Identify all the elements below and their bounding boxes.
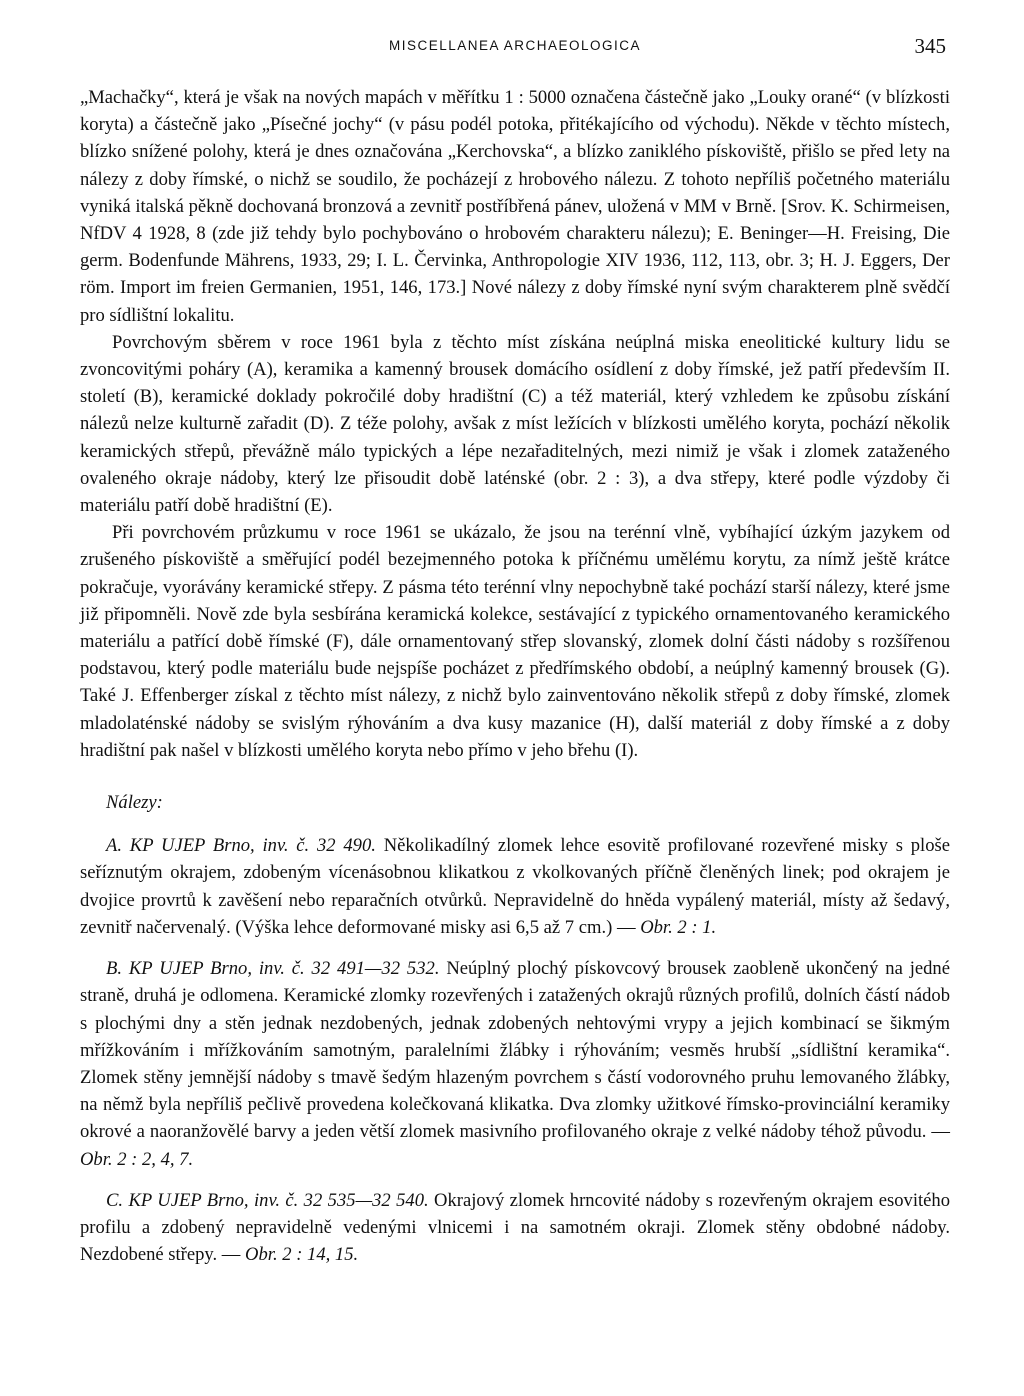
finding-b-ref: Obr. 2 : 2, 4, 7. [80, 1148, 194, 1170]
page-number: 345 [914, 34, 946, 58]
finding-c-text: Okrajový zlomek hrncovité nádoby s rozevřeným okrajem esovitého profilu a zdobený nepravidelně vedenými vlnicemi i na samotném okraji. Zlomek stěny obdobné nádoby. Nezdobené střepy. — [80, 1189, 950, 1266]
finding-a-lead: A. KP UJEP Brno, inv. č. 32 490. [106, 835, 376, 857]
finding-b-text: Neúplný plochý pískovcový brousek zaobleně ukončený na jedné straně, druhá je odlomena. Keramické zlomky rozevřených i zatažených okrajů různých profilů, dolních částí nádob s plochými dny a stěn jednak nezdobených, jednak zdobených nehtovými vrypy a jejich kombinací se šikmým mřížkováním i mřížkováním samotným, paralelními žlábky i rýhováním; vesměs hrubší „sídlištní keramika“. Zlomek stěny jemnější nádoby s tmavě šedým hlazeným povrchem s částí vodorovného pruhu lemovaného žlábky, na němž byla nepříliš pečlivě provedena kolečkovaná klikatka. Dva zlomky užitkové římsko-provinciální keramiky okrové a naoranžovělé barvy a jeden větší zlomek masivního profilovaného okraje z velké nádoby téhož původu. — [80, 958, 950, 1143]
findings-heading: Nálezy: [106, 792, 163, 814]
paragraph-3: Při povrchovém průzkumu v roce 1961 se ukázalo, že jsou na terénní vlně, vybíhající úzkým jazykem od zrušeného pískoviště a směřující podél bezejmenného potoka k příčnému umělému korytu, za nímž ještě krátce pokračuje, vyorávány keramické střepy. Z pásma této terénní vlny nepochybně také pochází starší nálezy, které jsme již připomněli. Nově zde byla sesbírána keramická kolekce, sestávající z typického ornamentovaného keramického materiálu a patřící době římské (F), dále ornamentovaný střep slovanský, zlomek dolní části nádoby s rozšířenou podstavou, který podle materiálu bude nejspíše pocházet z předřímského období, a neúplný kamenný brousek (G). Také J. Effenberger získal z těchto míst nálezy, z nichž bylo zainventováno několik střepů z doby římské, zlomek mladolaténské nádoby se svislým rýhováním a dva kusy mazanice (H), další materiál z doby římské a z doby hradištní pak našel v blízkosti umělého koryta nebo přímo v jeho břehu (I). [80, 522, 950, 761]
document-page [80, 34, 950, 1282]
finding-a-text: Několikadílný zlomek lehce esovitě profilované rozevřené misky s ploše seříznutým okrajem, zdobeným vícenásobnou klikatkou z vkolkovaných příčně členěných linek; pod okrajem je dvojice provrtů k zavěšení nebo reparačních otvůrků. Nepravidelně do hněda vypálený materiál, místy až šedavý, zevnitř načervenalý. (Výška lehce deformované misky asi 6,5 až 7 cm.) — [80, 835, 951, 938]
paragraph-2: Povrchovým sběrem v roce 1961 byla z těchto míst získána neúplná miska eneolitické kultury lidu se zvoncovitými poháry (A), keramika a kamenný brousek domácího osídlení z doby římské, jež patří především II. století (B), keramické doklady pokročilé doby hradištní (C) a též materiál, který vzhledem ke způsobu získání nálezů nelze kulturně zařadit (D). Z téže polohy, avšak z míst ležících v blízkosti umělého koryta, pochází několik keramických střepů, převážně málo typických a lépe nezařaditelných, mezi nimiž je však i zlomek zataženého ovaleného okraje nádoby, který lze přisoudit době laténské (obr. 2 : 3), a dva střepy, které podle výzdoby či materiálu patří době hradištní (E). [80, 331, 950, 517]
page-header [80, 34, 950, 66]
finding-a-ref: Obr. 2 : 1. [640, 916, 717, 938]
finding-a [80, 832, 950, 941]
finding-c-lead: C. KP UJEP Brno, inv. č. 32 535—32 540. [106, 1189, 429, 1211]
body-text [80, 84, 950, 1268]
finding-c [80, 1187, 950, 1269]
paragraph-1: „Machačky“, která je však na nových mapách v měřítku 1 : 5000 označena částečně jako „Louky orané“ (v blízkosti koryta) a částečně jako „Písečné jochy“ (v pásu podél potoka, přitékajícího od východu). Někde v těchto místech, blízko snížené polohy, která je dnes označována „Kerchovska“, a blízko zaniklého pískoviště, přišlo se před lety na nálezy z doby římské, o nichž se soudilo, že pocházejí z hrobového nálezu. Z tohoto nepříliš početného materiálu vyniká italská pěkně dochovaná bronzová a zevnitř postříbřená pánev, uložená v MM v Brně. [Srov. K. Schirmeisen, NfDV 4 1928, 8 (zde již tehdy bylo pochybováno o hrobovém charakteru nálezu); E. Beninger—H. Freising, Die germ. Bodenfunde Mährens, 1933, 29; I. L. Červinka, Anthropologie XIV 1936, 112, 113, obr. 3; H. J. Eggers, Der röm. Import im freien Germanien, 1951, 146, 173.] Nové nálezy z doby římské nyní svým charakterem plně svědčí pro sídlištní lokalitu. [80, 87, 950, 326]
finding-b-lead: B. KP UJEP Brno, inv. č. 32 491—32 532. [106, 958, 440, 980]
finding-c-ref: Obr. 2 : 14, 15. [245, 1244, 359, 1266]
finding-b [80, 955, 950, 1173]
running-head: MISCELLANEA ARCHAEOLOGICA [388, 38, 642, 53]
